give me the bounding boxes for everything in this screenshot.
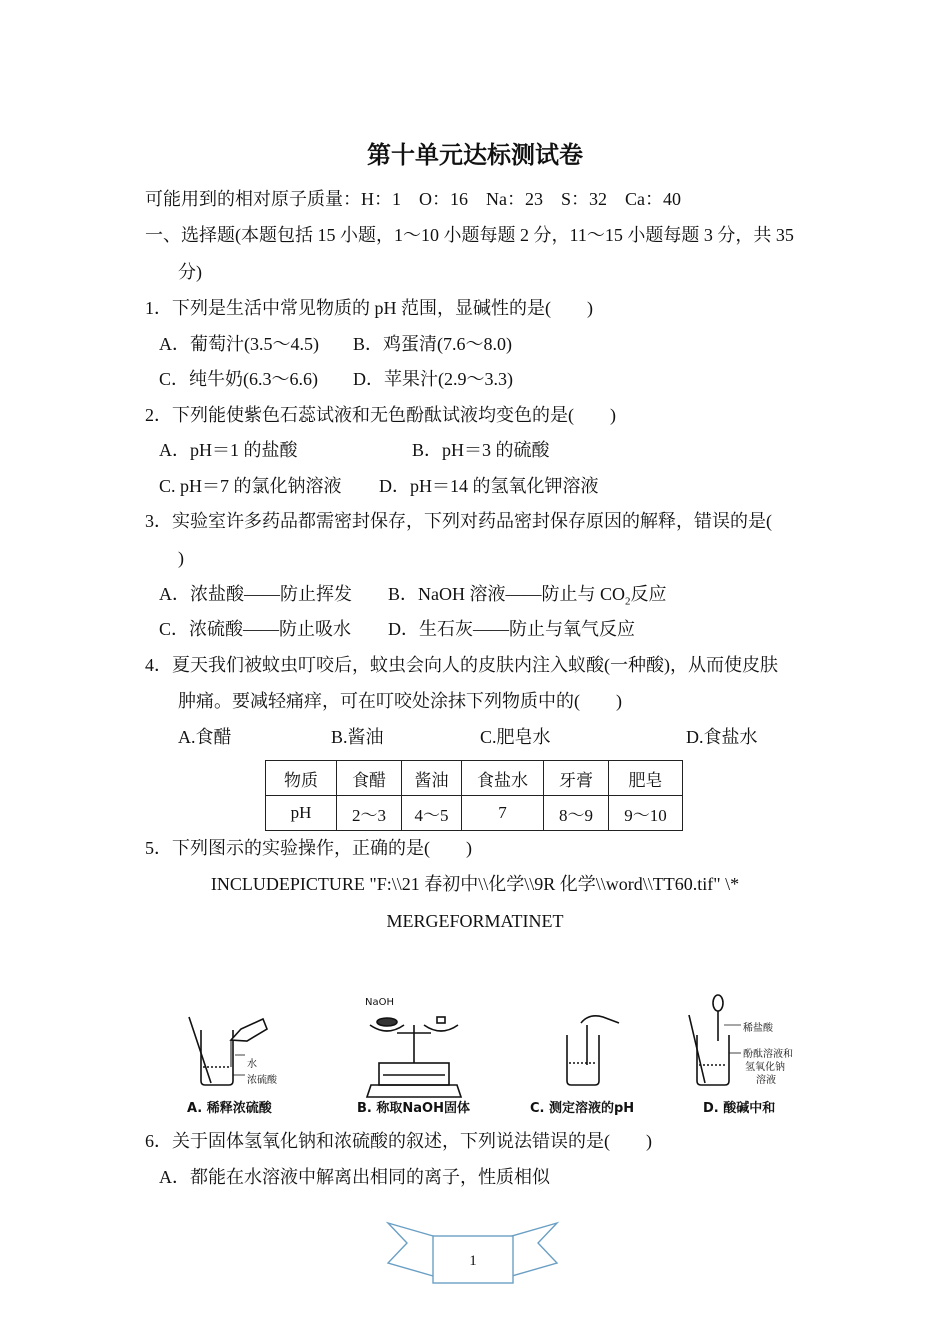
experiment-figure	[175, 985, 795, 1120]
label-mix-1: 酚酞溶液和	[743, 1049, 793, 1060]
table-cell: 7	[462, 796, 544, 831]
q3-option-a: A．浓盐酸——防止挥发	[159, 584, 352, 604]
ph-table	[265, 760, 683, 831]
table-cell: pH	[266, 796, 337, 831]
q3-stem-cont: )	[178, 548, 184, 568]
label-hcl: 稀盐酸	[743, 1023, 773, 1034]
table-cell: 物质	[266, 761, 337, 796]
table-cell: 2～3	[337, 796, 402, 831]
table-cell: 8～9	[544, 796, 609, 831]
caption-b: B. 称取NaOH固体	[357, 1101, 470, 1116]
field-code: INCLUDEPICTURE "F:\\21 春初中\\化学\\9R 化学\\word\\TT60.tif" \*	[210, 874, 740, 894]
q6-option-a: A．都能在水溶液中解离出相同的离子，性质相似	[159, 1167, 550, 1187]
label-naoh: NaOH	[365, 997, 394, 1008]
caption-a: A. 稀释浓硫酸	[187, 1101, 272, 1116]
table-cell: 肥皂	[609, 761, 683, 796]
field-code-cont: MERGEFORMATINET	[386, 911, 564, 931]
q4-stem-cont: 肿痛。要减轻痛痒，可在叮咬处涂抹下列物质中的( )	[178, 691, 622, 711]
diagram-c	[567, 1016, 619, 1085]
label-conc-acid: 浓硫酸	[247, 1075, 277, 1086]
atomic-masses: 可能用到的相对原子质量：H：1 O：16 Na：23 S：32 Ca：40	[145, 189, 681, 209]
q3-option-b	[388, 583, 667, 613]
caption-d: D. 酸碱中和	[703, 1101, 776, 1116]
label-water: 水	[247, 1059, 257, 1070]
table-cell: 4～5	[402, 796, 462, 831]
label-mix-3: 溶液	[756, 1075, 776, 1086]
table-cell: 食醋	[337, 761, 402, 796]
q2-option-c: C. pH＝7 的氯化钠溶液	[159, 476, 342, 496]
table-row	[266, 761, 683, 796]
table-row	[266, 796, 683, 831]
table-cell: 牙膏	[544, 761, 609, 796]
section-heading-cont: 分)	[178, 262, 202, 282]
q1-option-a: A．葡萄汁(3.5～4.5)	[159, 334, 319, 354]
label-mix-2: 氢氧化钠	[745, 1062, 785, 1073]
q1-option-c: C．纯牛奶(6.3～6.6)	[159, 369, 318, 389]
page-number: 1	[469, 1253, 477, 1269]
q4-option-a: A.食醋	[178, 727, 232, 747]
q4-option-d: D.食盐水	[686, 727, 758, 747]
section-heading: 一、选择题(本题包括 15 小题，1～10 小题每题 2 分，11～15 小题每题 3 分，共 35	[145, 225, 794, 245]
subscript-2: 2	[625, 595, 631, 608]
table-cell: 食盐水	[462, 761, 544, 796]
q5-stem: 5．下列图示的实验操作，正确的是( )	[145, 838, 472, 858]
table-cell: 酱油	[402, 761, 462, 796]
page-title: 第十单元达标测试卷	[367, 141, 583, 169]
table-cell: 9～10	[609, 796, 683, 831]
q2-option-a: A．pH＝1 的盐酸	[159, 440, 298, 460]
q1-option-d: D．苹果汁(2.9～3.3)	[353, 369, 513, 389]
q3-option-b-text: B．NaOH 溶液——防止与 CO	[388, 584, 625, 604]
q4-option-c: C.肥皂水	[480, 727, 551, 747]
q3-option-c: C．浓硫酸——防止吸水	[159, 619, 352, 639]
caption-c: C. 测定溶液的pH	[530, 1101, 635, 1116]
q3-stem: 3．实验室许多药品都需密封保存，下列对药品密封保存原因的解释，错误的是(	[145, 511, 772, 531]
q2-stem: 2．下列能使紫色石蕊试液和无色酚酞试液均变色的是( )	[145, 405, 616, 425]
q1-option-b: B．鸡蛋清(7.6～8.0)	[353, 334, 512, 354]
q2-option-b: B．pH＝3 的硫酸	[412, 440, 550, 460]
q2-option-d: D．pH＝14 的氢氧化钾溶液	[379, 476, 599, 496]
q6-stem: 6．关于固体氢氧化钠和浓硫酸的叙述，下列说法错误的是( )	[145, 1131, 652, 1151]
q4-option-b: B.酱油	[331, 727, 384, 747]
q3-option-d: D．生石灰——防止与氧气反应	[388, 619, 635, 639]
q1-stem: 1．下列是生活中常见物质的 pH 范围，显碱性的是( )	[145, 298, 593, 318]
q3-option-b-text-end: 反应	[630, 584, 667, 604]
q4-stem: 4．夏天我们被蚊虫叮咬后，蚊虫会向人的皮肤内注入蚁酸(一种酸)，从而使皮肤	[145, 655, 778, 675]
diagram-d	[689, 995, 741, 1085]
diagram-b	[367, 1017, 461, 1097]
